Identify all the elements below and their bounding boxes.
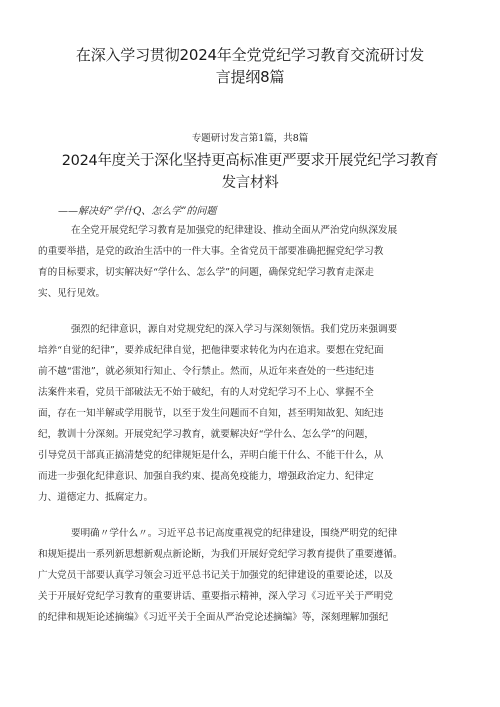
body-line: 面，存在一知半解或学用脱节，以至于发生问题而不自知，甚至明知故犯、知纪违: [38, 408, 384, 419]
body-line: 在全党开展党纪学习教育是加强党的纪律建设、推动全面从严治党向纵深发展: [71, 225, 398, 236]
body-line: 实、见行见效。: [38, 288, 106, 299]
heading-tagline: ——解决好“学什Q、怎么学”的问题: [58, 206, 217, 217]
body-line: 强烈的纪律意识，源自对党规党纪的深入学习与深刻领悟。我们党历来强调要: [71, 324, 398, 335]
title-line-2: 言提纲8篇: [215, 68, 285, 86]
body-line: 引导党员干部真正搞清楚党的纪律规矩是什么，弄明白能干什么、不能干什么，从: [38, 450, 384, 461]
body-line: 育的目标要求，切实解决好“学什么、怎么学”的问题，确保党纪学习教育走深走: [38, 267, 374, 278]
body-line: 要明确〃学什么〃。习近平总书记高度重视党的纪律建设，围绕严明党的纪律: [71, 528, 398, 539]
section-heading-line-2: 发言材料: [221, 175, 279, 191]
body-line: 前不越“雷池”，就必须知行知止、令行禁止。然而，从近年来查处的一些违纪违: [38, 366, 374, 377]
body-line: 法案件来看，党员干部破法无不始于破纪，有的人对党纪学习不上心、掌握不全: [38, 387, 374, 398]
body-line: 和规矩提出一系列新思想新观点新论断，为我们开展好党纪学习教育提供了重要遵循。: [38, 549, 403, 560]
body-line: 的纪律和规矩论述摘编》《习近平关于全面从严治党论述摘编》等，深刻理解加强纪: [38, 612, 389, 623]
body-line: 而进一步强化纪律意识、加强自我约束、提高免疫能力，增强政治定力、纪律定: [38, 471, 374, 482]
body-line: 纪，教训十分深刻。开展党纪学习教育，就要解决好“学什么、怎么学”的问题，: [38, 429, 374, 440]
body-line: 的重要举措，是党的政治生活中的一件大事。全省党员干部要准确把握党纪学习教: [38, 246, 384, 257]
body-line: 培养“自觉的纪律”，要养成纪律自觉，把他律要求转化为内在追求。要想在党纪面: [38, 345, 384, 356]
body-line: 力、道德定力、抵腐定力。: [38, 492, 154, 503]
title-line-1: 在深入学习贯彻2024年全党党纪学习教育交流研讨发: [75, 46, 425, 64]
subtitle: 专题研讨发言第1篇，共8篇: [191, 133, 309, 144]
body-line: 关于开展好党纪学习教育的重要讲话、重要指示精神，深入学习《习近平关于严明党: [38, 591, 393, 602]
body-line: 广大党员干部要认真学习领会习近平总书记关于加强党的纪律建设的重要论述，以及: [38, 570, 393, 581]
section-heading-line-1: 2024年度关于深化坚持更高标准更严要求开展党纪学习教育: [61, 153, 439, 169]
